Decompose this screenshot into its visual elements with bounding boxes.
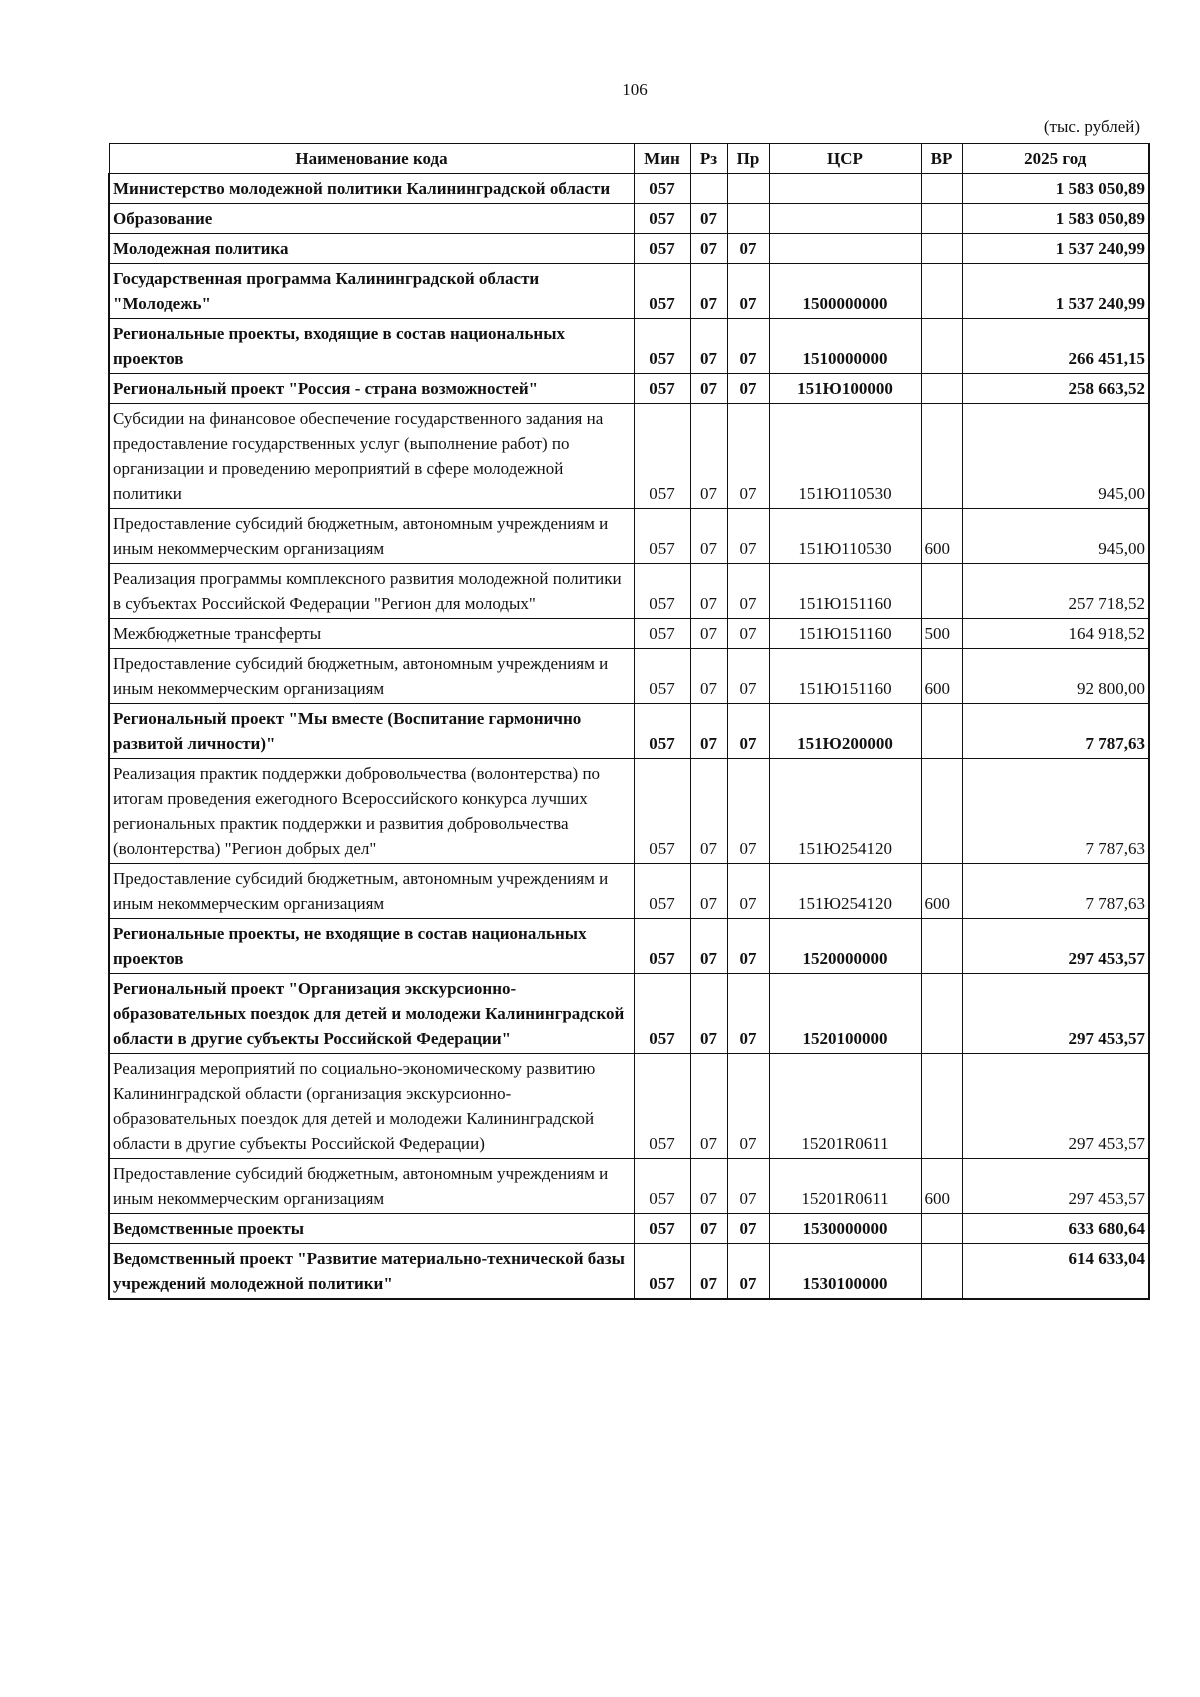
cell-vr [921, 759, 962, 864]
cell-name: Региональный проект "Россия - страна возможностей" [109, 374, 634, 404]
cell-vr [921, 1214, 962, 1244]
table-row [109, 974, 1149, 1054]
cell-min: 057 [634, 864, 690, 919]
cell-csr: 1530000000 [769, 1214, 921, 1244]
cell-name: Предоставление субсидий бюджетным, автономным учреждениям и иным некоммерческим организациям [109, 1159, 634, 1214]
cell-vr: 600 [921, 864, 962, 919]
cell-csr: 151Ю151160 [769, 619, 921, 649]
cell-vr: 600 [921, 1159, 962, 1214]
cell-pr: 07 [727, 319, 769, 374]
cell-csr [769, 174, 921, 204]
cell-sum: 297 453,57 [962, 919, 1149, 974]
cell-min: 057 [634, 234, 690, 264]
cell-sum: 7 787,63 [962, 864, 1149, 919]
cell-csr: 151Ю254120 [769, 759, 921, 864]
cell-name: Реализация практик поддержки добровольчества (волонтерства) по итогам проведения ежегодного Всероссийского конкурса лучших региональных практик поддержки и развития добровольчества (волонтерства) "Регион добрых дел" [109, 759, 634, 864]
cell-sum: 945,00 [962, 404, 1149, 509]
page-number: 106 [622, 80, 648, 99]
table-row [109, 374, 1149, 404]
table-row [109, 264, 1149, 319]
table-row [109, 204, 1149, 234]
table-row [109, 1214, 1149, 1244]
header-vr: ВР [921, 144, 962, 174]
cell-csr: 1520100000 [769, 974, 921, 1054]
cell-csr: 151Ю200000 [769, 704, 921, 759]
cell-pr: 07 [727, 1244, 769, 1300]
cell-name: Предоставление субсидий бюджетным, автономным учреждениям и иным некоммерческим организациям [109, 509, 634, 564]
cell-name: Предоставление субсидий бюджетным, автономным учреждениям и иным некоммерческим организациям [109, 864, 634, 919]
cell-sum: 266 451,15 [962, 319, 1149, 374]
header-sum: 2025 год [962, 144, 1149, 174]
table-row [109, 864, 1149, 919]
cell-sum: 1 537 240,99 [962, 234, 1149, 264]
cell-name: Региональные проекты, не входящие в состав национальных проектов [109, 919, 634, 974]
cell-csr: 151Ю254120 [769, 864, 921, 919]
cell-min: 057 [634, 974, 690, 1054]
cell-rz [690, 174, 727, 204]
cell-name: Реализация программы комплексного развития молодежной политики в субъектах Российской Федерации "Регион для молодых" [109, 564, 634, 619]
cell-pr: 07 [727, 1159, 769, 1214]
header-pr: Пр [727, 144, 769, 174]
cell-csr: 1530100000 [769, 1244, 921, 1300]
cell-csr [769, 234, 921, 264]
cell-vr: 600 [921, 649, 962, 704]
cell-pr: 07 [727, 1214, 769, 1244]
cell-sum: 1 583 050,89 [962, 174, 1149, 204]
table-row [109, 649, 1149, 704]
cell-csr: 1500000000 [769, 264, 921, 319]
cell-pr: 07 [727, 374, 769, 404]
header-name: Наименование кода [109, 144, 634, 174]
cell-sum: 7 787,63 [962, 759, 1149, 864]
cell-sum: 164 918,52 [962, 619, 1149, 649]
cell-rz: 07 [690, 1244, 727, 1300]
cell-rz: 07 [690, 564, 727, 619]
cell-vr [921, 974, 962, 1054]
cell-rz: 07 [690, 864, 727, 919]
cell-csr: 151Ю110530 [769, 509, 921, 564]
cell-csr: 1510000000 [769, 319, 921, 374]
table-row [109, 1054, 1149, 1159]
cell-min: 057 [634, 404, 690, 509]
cell-min: 057 [634, 204, 690, 234]
budget-table [108, 143, 1150, 1300]
cell-vr [921, 919, 962, 974]
cell-pr: 07 [727, 649, 769, 704]
table-row [109, 509, 1149, 564]
cell-name: Государственная программа Калининградской области "Молодежь" [109, 264, 634, 319]
cell-sum: 258 663,52 [962, 374, 1149, 404]
cell-csr: 151Ю151160 [769, 564, 921, 619]
cell-pr: 07 [727, 919, 769, 974]
table-row [109, 619, 1149, 649]
cell-pr: 07 [727, 1054, 769, 1159]
cell-rz: 07 [690, 1054, 727, 1159]
cell-min: 057 [634, 174, 690, 204]
cell-name: Образование [109, 204, 634, 234]
cell-name: Региональный проект "Мы вместе (Воспитание гармонично развитой личности)" [109, 704, 634, 759]
cell-vr [921, 204, 962, 234]
cell-sum: 1 583 050,89 [962, 204, 1149, 234]
cell-pr: 07 [727, 264, 769, 319]
table-row [109, 919, 1149, 974]
cell-rz: 07 [690, 404, 727, 509]
cell-pr: 07 [727, 564, 769, 619]
cell-name: Реализация мероприятий по социально-экономическому развитию Калининградской области (организация экскурсионно-образовательных поездок для детей и молодежи Калининградской области в другие субъекты Российской Федерации) [109, 1054, 634, 1159]
cell-rz: 07 [690, 919, 727, 974]
cell-name: Субсидии на финансовое обеспечение государственного задания на предоставление государственных услуг (выполнение работ) по организации и проведению мероприятий в сфере молодежной политики [109, 404, 634, 509]
cell-csr: 15201R0611 [769, 1159, 921, 1214]
cell-rz: 07 [690, 264, 727, 319]
cell-min: 057 [634, 704, 690, 759]
cell-sum: 257 718,52 [962, 564, 1149, 619]
cell-min: 057 [634, 759, 690, 864]
cell-pr [727, 204, 769, 234]
cell-min: 057 [634, 1244, 690, 1300]
table-row [109, 404, 1149, 509]
table-header-row [109, 144, 1149, 174]
cell-min: 057 [634, 264, 690, 319]
cell-vr [921, 1054, 962, 1159]
cell-name: Молодежная политика [109, 234, 634, 264]
table-row [109, 234, 1149, 264]
cell-pr: 07 [727, 704, 769, 759]
cell-min: 057 [634, 564, 690, 619]
cell-pr: 07 [727, 974, 769, 1054]
units-label: (тыс. рублей) [1043, 117, 1140, 136]
cell-min: 057 [634, 649, 690, 704]
cell-rz: 07 [690, 759, 727, 864]
cell-csr: 151Ю110530 [769, 404, 921, 509]
cell-pr: 07 [727, 759, 769, 864]
cell-name: Предоставление субсидий бюджетным, автономным учреждениям и иным некоммерческим организациям [109, 649, 634, 704]
cell-rz: 07 [690, 1214, 727, 1244]
cell-min: 057 [634, 374, 690, 404]
cell-rz: 07 [690, 974, 727, 1054]
cell-csr: 151Ю100000 [769, 374, 921, 404]
cell-sum: 633 680,64 [962, 1214, 1149, 1244]
cell-vr [921, 1244, 962, 1300]
cell-vr [921, 374, 962, 404]
cell-rz: 07 [690, 204, 727, 234]
cell-rz: 07 [690, 649, 727, 704]
cell-min: 057 [634, 1214, 690, 1244]
cell-min: 057 [634, 619, 690, 649]
cell-vr [921, 404, 962, 509]
header-rz: Рз [690, 144, 727, 174]
cell-csr [769, 204, 921, 234]
cell-name: Региональные проекты, входящие в состав национальных проектов [109, 319, 634, 374]
cell-min: 057 [634, 319, 690, 374]
cell-pr [727, 174, 769, 204]
cell-min: 057 [634, 919, 690, 974]
table-row [109, 759, 1149, 864]
cell-sum: 297 453,57 [962, 1159, 1149, 1214]
cell-vr: 600 [921, 509, 962, 564]
table-row [109, 1244, 1149, 1300]
cell-vr: 500 [921, 619, 962, 649]
cell-name: Ведомственные проекты [109, 1214, 634, 1244]
cell-pr: 07 [727, 509, 769, 564]
table-row [109, 704, 1149, 759]
header-min: Мин [634, 144, 690, 174]
table-row [109, 174, 1149, 204]
cell-sum: 7 787,63 [962, 704, 1149, 759]
cell-vr [921, 174, 962, 204]
cell-rz: 07 [690, 619, 727, 649]
cell-rz: 07 [690, 509, 727, 564]
cell-vr [921, 704, 962, 759]
cell-pr: 07 [727, 404, 769, 509]
cell-name: Региональный проект "Организация экскурсионно-образовательных поездок для детей и молодежи Калининградской области в другие субъекты Российской Федерации" [109, 974, 634, 1054]
cell-vr [921, 234, 962, 264]
cell-sum: 614 633,04 [962, 1244, 1149, 1300]
header-csr: ЦСР [769, 144, 921, 174]
cell-pr: 07 [727, 619, 769, 649]
cell-min: 057 [634, 1054, 690, 1159]
table-row [109, 1159, 1149, 1214]
cell-min: 057 [634, 1159, 690, 1214]
cell-pr: 07 [727, 864, 769, 919]
table-row [109, 564, 1149, 619]
cell-csr: 1520000000 [769, 919, 921, 974]
cell-name: Министерство молодежной политики Калининградской области [109, 174, 634, 204]
cell-rz: 07 [690, 319, 727, 374]
cell-pr: 07 [727, 234, 769, 264]
cell-name: Межбюджетные трансферты [109, 619, 634, 649]
cell-vr [921, 264, 962, 319]
cell-rz: 07 [690, 374, 727, 404]
cell-sum: 945,00 [962, 509, 1149, 564]
cell-csr: 15201R0611 [769, 1054, 921, 1159]
table-body [109, 174, 1149, 1300]
cell-rz: 07 [690, 704, 727, 759]
cell-sum: 92 800,00 [962, 649, 1149, 704]
cell-rz: 07 [690, 1159, 727, 1214]
cell-min: 057 [634, 509, 690, 564]
cell-vr [921, 564, 962, 619]
cell-vr [921, 319, 962, 374]
cell-csr: 151Ю151160 [769, 649, 921, 704]
cell-sum: 1 537 240,99 [962, 264, 1149, 319]
cell-sum: 297 453,57 [962, 1054, 1149, 1159]
cell-rz: 07 [690, 234, 727, 264]
table-row [109, 319, 1149, 374]
cell-name: Ведомственный проект "Развитие материально-технической базы учреждений молодежной политики" [109, 1244, 634, 1300]
cell-sum: 297 453,57 [962, 974, 1149, 1054]
